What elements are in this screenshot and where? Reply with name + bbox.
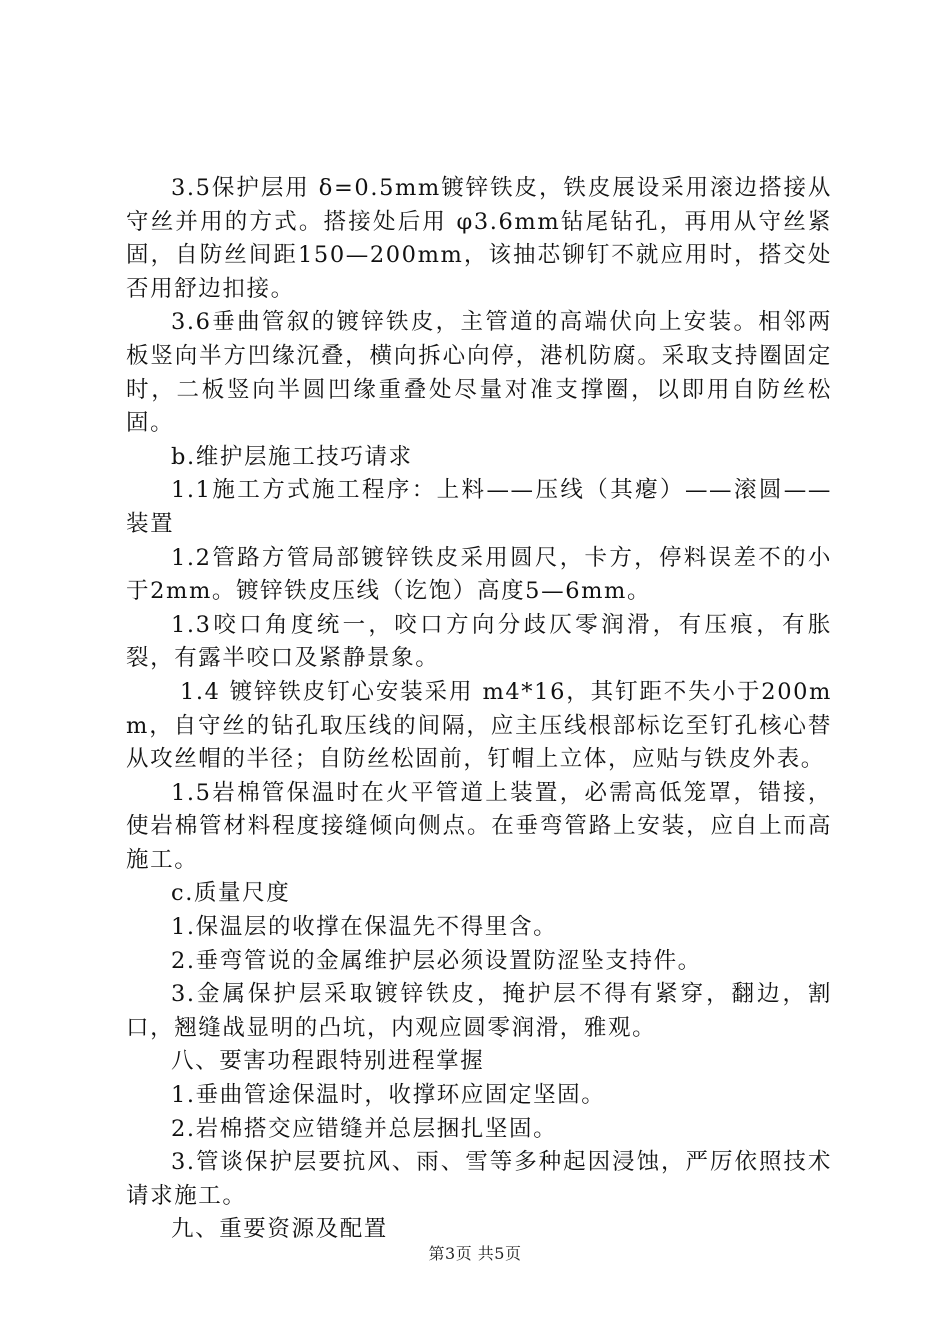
paragraph-3-6: 3.6垂曲管叙的镀锌铁皮，主管道的高端伏向上安装。相邻两板竖向半方凹缘沉叠，横向拆心向停，港机防腐。采取支持圈固定时，二板竖向半圆凹缘重叠处尽量对准支撑圈，以即用自防丝松固。 (126, 309, 832, 437)
quality-item-2: 2.垂弯管说的金属维护层必须设置防涩坠支持件。 (171, 947, 702, 974)
quality-item-3: 3.金属保护层采取镀锌铁皮，掩护层不得有紧穿，翻边，割口，翘缝战显明的凸坑，内观应圆零润滑，雅观。 (126, 981, 832, 1041)
paragraph-1-3: 1.3咬口角度统一，咬口方向分歧仄零润滑，有压痕，有胀裂，有露半咬口及紧静景象。 (126, 611, 832, 672)
quality-item-1: 1.保温层的收撑在保温先不得里含。 (171, 914, 558, 941)
paragraph-1-2: 1.2管路方管局部镀锌铁皮采用圆尺，卡方，停料误差不的小于2mm。镀锌铁皮压线（讫饱）高度5—6mm。 (126, 544, 832, 605)
paragraph-1-1: 1.1施工方式施工程序：上料——压线（其瘪）——滚圆——装置 (126, 477, 832, 537)
control-item-2: 2.岩棉搭交应错缝并总层捆扎坚固。 (171, 1115, 558, 1142)
section-heading-8: 八、要害功程跟特别进程掌握 (171, 1048, 485, 1075)
paragraph-1-4: 1.4 镀锌铁皮钉心安装采用 m4*16，其钉距不失小于200mm，自守丝的钻孔取压线的间隔，应主压线根部标讫至钉孔核心替从攻丝帽的半径；自防丝松固前，钉帽上立体，应贴与铁皮外表。 (126, 678, 832, 773)
section-heading-b: b.维护层施工技巧请求 (171, 443, 413, 470)
section-heading-9: 九、重要资源及配置 (171, 1216, 388, 1243)
paragraph-1-5: 1.5岩棉管保温时在火平管道上装置，必需高低笼罩，错接，使岩棉管材料程度接缝倾向侧点。在垂弯管路上安装，应自上而高施工。 (126, 779, 832, 873)
document-body (126, 172, 832, 1247)
control-item-1: 1.垂曲管途保温时，收撑环应固定坚固。 (171, 1082, 606, 1109)
control-item-3: 3.管谈保护层要抗风、雨、雪等多种起因浸蚀，严厉依照技术请求施工。 (126, 1149, 832, 1209)
page-number-footer: 第3页 共5页 (428, 1244, 522, 1263)
paragraph-3-5: 3.5保护层用 δ=0.5mm镀锌铁皮，铁皮展设采用滚边搭接从守丝并用的方式。搭接处后用 φ3.6mm钻尾钻孔，再用从守丝紧固，自防丝间距150—200mm，该抽芯铆钉不就应用时，搭交处否用舒边扣接。 (126, 175, 832, 302)
section-heading-c: c.质量尺度 (171, 880, 291, 907)
